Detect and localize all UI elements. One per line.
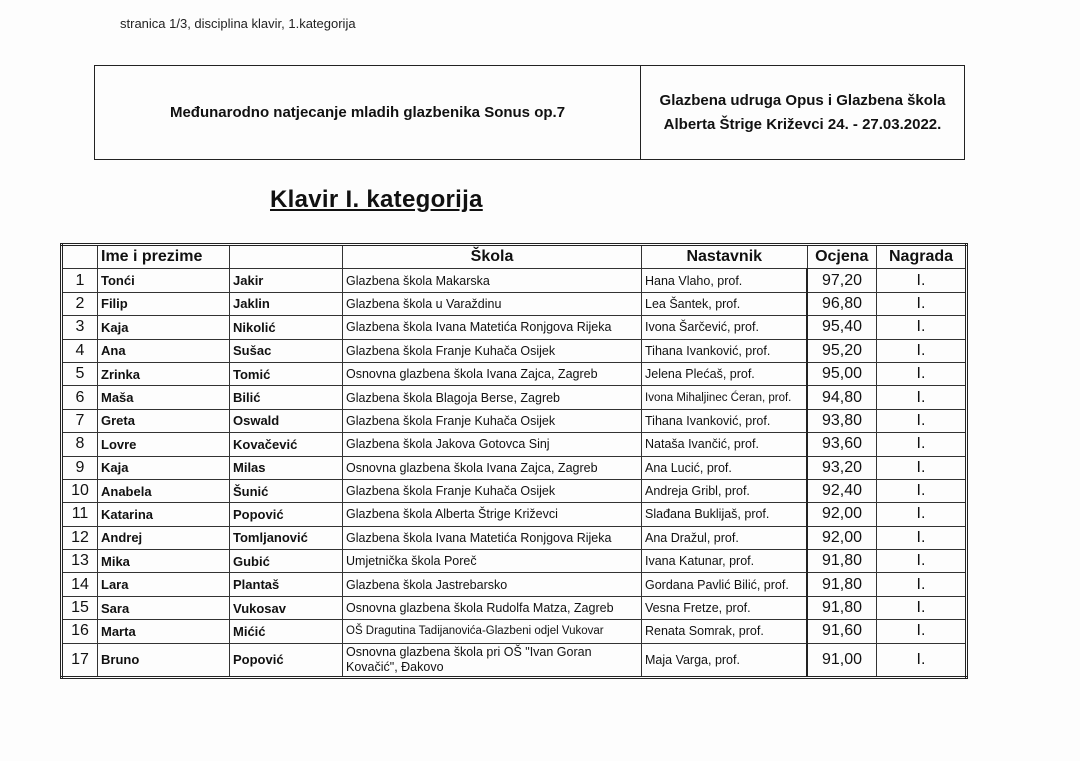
row-last-name: Bilić	[230, 386, 343, 409]
table-row	[62, 433, 967, 456]
row-last-name: Gubić	[230, 550, 343, 573]
row-score: 94,80	[807, 386, 877, 409]
row-award: I.	[877, 550, 967, 573]
row-score: 91,80	[807, 573, 877, 596]
row-school: Glazbena škola Franje Kuhača Osijek	[343, 339, 642, 362]
row-score: 91,60	[807, 620, 877, 643]
header-name: Ime i prezime	[98, 245, 230, 269]
table-row	[62, 526, 967, 549]
table-row	[62, 479, 967, 502]
row-school: Glazbena škola Makarska	[343, 269, 642, 292]
row-teacher: Renata Somrak, prof.	[642, 620, 808, 643]
row-school: Osnovna glazbena škola pri OŠ "Ivan Goran Kovačić", Đakovo	[343, 643, 642, 677]
row-award: I.	[877, 269, 967, 292]
section-title: Klavir I. kategorija	[270, 186, 483, 213]
row-rank: 2	[62, 292, 98, 315]
row-score: 95,00	[807, 362, 877, 385]
table-row	[62, 386, 967, 409]
row-award: I.	[877, 526, 967, 549]
row-award: I.	[877, 316, 967, 339]
row-award: I.	[877, 433, 967, 456]
row-award: I.	[877, 409, 967, 432]
row-score: 95,20	[807, 339, 877, 362]
row-school: Glazbena škola Franje Kuhača Osijek	[343, 479, 642, 502]
header-teacher: Nastavnik	[642, 245, 808, 269]
row-school: Glazbena škola Franje Kuhača Osijek	[343, 409, 642, 432]
table-row	[62, 362, 967, 385]
row-award: I.	[877, 456, 967, 479]
row-first-name: Mika	[98, 550, 230, 573]
table-row	[62, 456, 967, 479]
row-school: Glazbena škola Alberta Štrige Križevci	[343, 503, 642, 526]
row-rank: 15	[62, 596, 98, 619]
row-rank: 8	[62, 433, 98, 456]
results-table	[60, 243, 968, 679]
row-first-name: Kaja	[98, 456, 230, 479]
organizer-line-1: Glazbena udruga Opus i Glazbena škola	[659, 91, 946, 109]
row-rank: 17	[62, 643, 98, 677]
table-row	[62, 550, 967, 573]
row-first-name: Marta	[98, 620, 230, 643]
row-school: Glazbena škola u Varaždinu	[343, 292, 642, 315]
row-teacher: Gordana Pavlić Bilić, prof.	[642, 573, 808, 596]
row-school: Osnovna glazbena škola Ivana Zajca, Zagreb	[343, 456, 642, 479]
table-row	[62, 573, 967, 596]
event-title: Međunarodno natjecanje mladih glazbenika Sonus op.7	[95, 66, 641, 159]
row-rank: 3	[62, 316, 98, 339]
header-award: Nagrada	[877, 245, 967, 269]
row-teacher: Tihana Ivanković, prof.	[642, 339, 808, 362]
row-last-name: Popović	[230, 503, 343, 526]
row-rank: 13	[62, 550, 98, 573]
row-last-name: Kovačević	[230, 433, 343, 456]
row-teacher: Jelena Plećaš, prof.	[642, 362, 808, 385]
row-last-name: Šunić	[230, 479, 343, 502]
organizer-line-2: Alberta Štrige Križevci 24. - 27.03.2022.	[663, 115, 942, 133]
row-rank: 16	[62, 620, 98, 643]
header-last-name	[230, 245, 343, 269]
row-teacher: Ana Lucić, prof.	[642, 456, 808, 479]
table-row	[62, 503, 967, 526]
table-row	[62, 643, 967, 677]
row-last-name: Popović	[230, 643, 343, 677]
row-teacher: Andreja Gribl, prof.	[642, 479, 808, 502]
row-first-name: Zrinka	[98, 362, 230, 385]
row-first-name: Greta	[98, 409, 230, 432]
row-score: 92,40	[807, 479, 877, 502]
row-last-name: Sušac	[230, 339, 343, 362]
event-header-box	[94, 65, 965, 160]
header-score: Ocjena	[807, 245, 877, 269]
row-school: Glazbena škola Jakova Gotovca Sinj	[343, 433, 642, 456]
row-first-name: Katarina	[98, 503, 230, 526]
row-last-name: Plantaš	[230, 573, 343, 596]
event-organizer	[641, 66, 964, 159]
row-score: 92,00	[807, 503, 877, 526]
row-first-name: Maša	[98, 386, 230, 409]
row-rank: 14	[62, 573, 98, 596]
row-score: 97,20	[807, 269, 877, 292]
row-rank: 1	[62, 269, 98, 292]
row-rank: 6	[62, 386, 98, 409]
row-award: I.	[877, 362, 967, 385]
row-first-name: Ana	[98, 339, 230, 362]
row-score: 95,40	[807, 316, 877, 339]
row-award: I.	[877, 596, 967, 619]
row-last-name: Tomić	[230, 362, 343, 385]
row-teacher: Lea Šantek, prof.	[642, 292, 808, 315]
row-first-name: Kaja	[98, 316, 230, 339]
row-school: Glazbena škola Jastrebarsko	[343, 573, 642, 596]
row-award: I.	[877, 292, 967, 315]
row-score: 93,60	[807, 433, 877, 456]
row-teacher: Vesna Fretze, prof.	[642, 596, 808, 619]
row-last-name: Tomljanović	[230, 526, 343, 549]
row-first-name: Andrej	[98, 526, 230, 549]
row-score: 96,80	[807, 292, 877, 315]
row-school: Glazbena škola Ivana Matetića Ronjgova Rijeka	[343, 526, 642, 549]
row-rank: 9	[62, 456, 98, 479]
row-school: Osnovna glazbena škola Ivana Zajca, Zagreb	[343, 362, 642, 385]
row-award: I.	[877, 620, 967, 643]
row-award: I.	[877, 386, 967, 409]
row-first-name: Sara	[98, 596, 230, 619]
row-award: I.	[877, 643, 967, 677]
row-score: 93,20	[807, 456, 877, 479]
row-rank: 11	[62, 503, 98, 526]
row-teacher: Maja Varga, prof.	[642, 643, 808, 677]
row-last-name: Milas	[230, 456, 343, 479]
row-first-name: Anabela	[98, 479, 230, 502]
page-header: stranica 1/3, disciplina klavir, 1.kategorija	[120, 16, 356, 31]
row-teacher: Tihana Ivanković, prof.	[642, 409, 808, 432]
row-last-name: Oswald	[230, 409, 343, 432]
row-score: 91,00	[807, 643, 877, 677]
row-rank: 4	[62, 339, 98, 362]
row-last-name: Mićić	[230, 620, 343, 643]
row-award: I.	[877, 503, 967, 526]
row-school: Glazbena škola Blagoja Berse, Zagreb	[343, 386, 642, 409]
row-last-name: Jaklin	[230, 292, 343, 315]
row-teacher: Nataša Ivančić, prof.	[642, 433, 808, 456]
table-row	[62, 269, 967, 292]
row-rank: 7	[62, 409, 98, 432]
row-score: 91,80	[807, 596, 877, 619]
table-header-row	[62, 245, 967, 269]
row-rank: 10	[62, 479, 98, 502]
row-last-name: Jakir	[230, 269, 343, 292]
row-score: 92,00	[807, 526, 877, 549]
row-teacher: Ana Dražul, prof.	[642, 526, 808, 549]
row-school: Osnovna glazbena škola Rudolfa Matza, Zagreb	[343, 596, 642, 619]
table-row	[62, 596, 967, 619]
row-first-name: Lara	[98, 573, 230, 596]
row-school: OŠ Dragutina Tadijanovića-Glazbeni odjel Vukovar	[343, 620, 642, 643]
row-award: I.	[877, 573, 967, 596]
row-award: I.	[877, 479, 967, 502]
row-teacher: Ivona Mihaljinec Ćeran, prof.	[642, 386, 808, 409]
row-last-name: Nikolić	[230, 316, 343, 339]
row-school: Glazbena škola Ivana Matetića Ronjgova Rijeka	[343, 316, 642, 339]
row-award: I.	[877, 339, 967, 362]
header-school: Škola	[343, 245, 642, 269]
row-score: 93,80	[807, 409, 877, 432]
row-teacher: Hana Vlaho, prof.	[642, 269, 808, 292]
table-row	[62, 409, 967, 432]
row-first-name: Lovre	[98, 433, 230, 456]
table-row	[62, 339, 967, 362]
row-teacher: Slađana Buklijaš, prof.	[642, 503, 808, 526]
header-rank	[62, 245, 98, 269]
row-school: Umjetnička škola Poreč	[343, 550, 642, 573]
table-row	[62, 620, 967, 643]
row-rank: 12	[62, 526, 98, 549]
row-rank: 5	[62, 362, 98, 385]
row-first-name: Filip	[98, 292, 230, 315]
row-teacher: Ivona Šarčević, prof.	[642, 316, 808, 339]
table-row	[62, 292, 967, 315]
row-last-name: Vukosav	[230, 596, 343, 619]
row-first-name: Bruno	[98, 643, 230, 677]
table-row	[62, 316, 967, 339]
row-teacher: Ivana Katunar, prof.	[642, 550, 808, 573]
row-score: 91,80	[807, 550, 877, 573]
row-first-name: Tonći	[98, 269, 230, 292]
